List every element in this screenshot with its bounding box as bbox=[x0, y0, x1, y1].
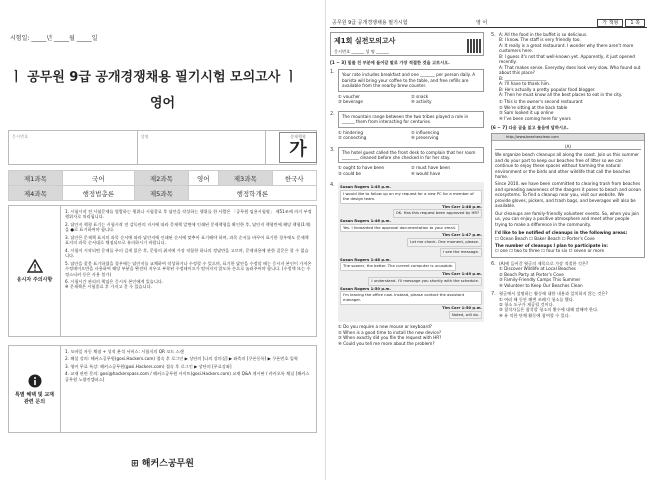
chat-sender: Tim Carr 1:50 p.m. bbox=[442, 304, 482, 310]
count-question: The number of cleanups I plan to participate in: bbox=[495, 242, 608, 248]
chat-sender: Tim Carr 1:49 p.m. bbox=[442, 271, 482, 277]
question-text: (A)에 들어갈 윗글의 제목으로 가장 적절한 것은? bbox=[499, 260, 589, 266]
chat-bubble: OK. Has this request been approved by HR? bbox=[393, 209, 482, 218]
question-2: 2. The mountain range between the two tribes played a role in ______ them from interacting for centuries. ① hindering ② influencing ③ connecting ④ preserving bbox=[330, 111, 484, 141]
notice-item: 6. 시험시간 관리의 책임은 응시자 본인에게 있습니다. ※ 문제책은 시험종료 후 가지고 갈 수 있습니다. bbox=[65, 278, 164, 290]
question-1: 1. Your rate includes breakfast and one _______ per person daily. A barista will bring your coffee to the table, and free refills are available from the nearby brew counter. ① voucher ② snack ③ beverage ④ activity bbox=[330, 69, 484, 104]
notice-item: 5. 답안을 잘못 표기하였을 경우에는 답안지를 교체하여 작성하거나 수정할 수 있으며, 표기한 답안을 수정할 때는 응시자 본인이 가져온 수정테이프만을 사용하여 해당 부분을 완전히 지우고 부착된 수정테이프가 떨어지지 않도록 손으로 눌러주어야 합니다. (수정액 또는 수정스티커 등은 사용 불가) bbox=[65, 260, 312, 277]
chat-message bbox=[340, 306, 482, 319]
passage-paragraph: We organize beach cleanups all along the coast. Join us this summer and do your part to keep our beaches free of litter so we can continue to enjoy these spaces without harming the natural environment or the birds and other wildlife that call the beaches home. bbox=[495, 152, 639, 179]
header-page: 1 쪽 bbox=[625, 19, 645, 27]
chat-bubble: Yes. I forwarded the approval documentation to your email. bbox=[340, 224, 459, 233]
chat-message bbox=[340, 185, 482, 203]
notice-item: 2. 답안지 책형 표기는 시험시작 전 감독관의 지시에 따라 문제책 앞면에 인쇄된 문제책형을 확인한 후, 답안지 책형란에 해당 책형(1개)을 ●로 표기하여야 합니다. bbox=[65, 221, 311, 233]
subject-cell: 제1과목 bbox=[9, 171, 63, 186]
option[interactable]: ① Discover Wildlife at Local Beaches bbox=[499, 266, 576, 272]
option[interactable]: ④ I've been coming here for years bbox=[499, 115, 571, 121]
info-item: 2. 해설 강의: 해커스공무원(gosi.Hackers.com) 접속 후 로그인 ▶ 상단의 [나의 강의실] ▶ 좌측의 [쿠폰등록] ▶ 쿠폰번호 입력 bbox=[65, 356, 298, 362]
notice-box bbox=[8, 205, 317, 337]
chat-bubble: The sooner, the better. The current computer is unusable. bbox=[340, 262, 456, 271]
browser-url-bar: http://www.beachesclean.com bbox=[492, 134, 644, 141]
dialogue-line: A: It really is a great restaurant. I wonder why there aren't more customers here. bbox=[499, 42, 634, 54]
exam-title: ㅣ 공무원 9급 공개경쟁채용 필기시험 모의고사 ㅣ bbox=[10, 70, 298, 85]
dialogue-line: B: ____________________ bbox=[499, 75, 547, 81]
subject-table bbox=[8, 170, 317, 201]
subject-cell: 제2과목 bbox=[135, 171, 189, 186]
option[interactable]: ③ beverage bbox=[338, 99, 363, 105]
question-text: The hotel guest called the front desk to complain that her room ________ cleaned before she checked in for her stay. bbox=[338, 147, 484, 164]
notice-title: 응시자 주의사항 bbox=[16, 277, 53, 283]
option[interactable]: ④ Volunteer to Keep Our Beaches Clean bbox=[499, 282, 583, 288]
option[interactable]: ① Do you require a new mouse or keyboard? bbox=[338, 324, 432, 330]
dialogue-line: A: Then he must know all the best places to eat in the city. bbox=[499, 91, 623, 97]
option[interactable]: ③ Family-Friendly Camps This Summer bbox=[499, 277, 581, 283]
brand-logo: ⊞ 해커스공무원 bbox=[131, 459, 194, 469]
test-sub: 응시번호 ______ 성 명 ______ bbox=[334, 49, 389, 54]
chat-message bbox=[340, 272, 482, 285]
question-3: 3. The hotel guest called the front desk to complain that her room ________ cleaned before she checked in for her stay. ① ought to have been ② must have been ③ could be ④ would have bbox=[330, 147, 484, 177]
survey-options[interactable]: ☐ Ocean Beach ☐ Baker Beach ☐ Porter's Cove bbox=[495, 235, 595, 241]
subject-cell: 행정법총론 bbox=[62, 186, 134, 201]
option[interactable]: ③ 참석자들은 참석할 청소의 횟수에 대해 말해야 한다. bbox=[499, 307, 599, 313]
dialogue-line: A: I'll have to thank him. bbox=[499, 81, 551, 87]
question-7: 7. 윗글에서 설명하는 활동에 대한 내용과 일치하지 않는 것은? ① 여러 해 동안 해변 쓰레기 청소를 했다. ② 청소 도구가 제공될 것이다. ③ 참석자들은 참석할 청소의 횟수에 대해 말해야 한다. ④ 유 익한 단체 활동에 참여할 수 있다. bbox=[491, 291, 645, 318]
exam-date: 시험일: _____년 _____월 _____일 bbox=[10, 35, 98, 42]
chat-bubble: I understand. I'll message you shortly with the schedule. bbox=[368, 277, 482, 286]
passage-paragraph: Since 2010, we have been committed to clearing trash from beaches and spreading awareness of the dangers it poses to beach and ocean ecosystems. To find a cleanup near you, visit our website. We provide gloves, pickers, and trash bags, and beverages will also be available. bbox=[495, 181, 642, 209]
option[interactable]: ② We're sitting at the back table bbox=[499, 104, 568, 110]
column-right bbox=[491, 32, 645, 472]
subject-cell: 제4과목 bbox=[9, 186, 63, 201]
question-text: 윗글에서 설명하는 활동에 대한 내용과 일치하지 않는 것은? bbox=[499, 291, 608, 297]
chat-message bbox=[340, 248, 482, 257]
option[interactable]: ④ activity bbox=[411, 99, 432, 105]
instruction: [1 ~ 3] 밑줄 친 부분에 들어갈 말로 가장 적절한 것을 고르시오. bbox=[330, 60, 450, 65]
notice-item: 1. 시험시작 전 시험문제를 열람하는 행위나 시험종료 후 답안을 작성하는 행위를 한 사람은 「공무원 임용시험령」 제51조에 의거 부정행위자로 처리됩니다. bbox=[65, 209, 312, 220]
header-subject: 영 어 bbox=[476, 20, 488, 26]
chat-message bbox=[340, 258, 482, 271]
header-type: 가 책형 bbox=[597, 19, 623, 27]
info-title: 특별 혜택 및 교재 관련 문의 bbox=[14, 391, 55, 405]
subject-cell: 국어 bbox=[62, 171, 134, 186]
dialogue-line: B: I guess it's not that well-known yet. Apparently, it just opened recently. bbox=[499, 53, 635, 65]
option[interactable]: ② must have been bbox=[411, 165, 451, 171]
question-text: The mountain range between the two tribes played a role in ______ them from interacting for centuries. bbox=[338, 111, 484, 128]
question-4: 4. Susan Rogers 1:45 p.m. I would like to follow up on my request for a new PC for a member of the design team. Tim Carr 1:46 p.m. OK. Has this request been approved by HR? Susan Rogers 1:46 p.m. Yes. I forwarded the approval documentation to your email. Tim Carr 1:47 p.m. Let me check. One moment, please. I see the message. Susan Rogers 1:48 p.m. The sooner, the better. The current computer is unusable. Tim Carr 1:49 p.m. I understand. I'll message you shortly with the schedule. Susan Rogers 1:50 p.m. I'm leaving the office now. Instead, please contact the assistant manager. Tim Carr 1:50 p.m. Noted, will do. ① Do you require a new mouse or keyboard? ② When is a good time to install the new device? ③ When exactly did you file the request with HR? ④ Could you tell me more about the problem? bbox=[330, 182, 482, 346]
id-number-field[interactable]: 응시번호 bbox=[9, 131, 138, 164]
dialogue-line: A: That makes sense. Everyday does look very slow. Who found out about this place? bbox=[499, 64, 641, 76]
option[interactable]: ④ would have bbox=[411, 170, 441, 176]
survey-question: I'd like to be notified of cleanups in the following areas: bbox=[495, 230, 628, 236]
option[interactable]: ③ Sam looked it up online bbox=[499, 110, 554, 116]
chat-message bbox=[340, 205, 482, 218]
header-exam-name: 공무원 9급 공개경쟁채용 필기시험 bbox=[332, 20, 408, 26]
option[interactable]: ④ 유 익한 단체 활동에 참여할 수 있다. bbox=[499, 312, 571, 318]
passage-paragraph: Our cleanups are family-friendly volunteer events. So, when you join us, you can enjoy a positive atmosphere and meet other people trying to make a difference in the community. bbox=[495, 210, 639, 227]
option[interactable]: ② Beach Party at Porter's Cove bbox=[499, 271, 564, 277]
question-6: 6. (A)에 들어갈 윗글의 제목으로 가장 적절한 것은? ① Discover Wildlife at Local Beaches ② Beach Party at Porter's Cove ③ Family-Friendly Camps This Summer ④ Volunteer to Keep Our Beaches Clean bbox=[491, 261, 645, 288]
chat-sender: Susan Rogers 1:45 p.m. bbox=[340, 184, 391, 190]
qr-code-icon[interactable] bbox=[467, 39, 481, 53]
test-title-box bbox=[330, 32, 484, 56]
option[interactable]: ① This is the owner's second restaurant bbox=[499, 99, 583, 105]
subject-cell: 행정학개론 bbox=[188, 186, 316, 201]
info-item: 3. 영어 무료 특강: 해커스공무원(gosi.Hackers.com) 접속 후 로그인 ▶ 상단의 [무료강좌] bbox=[65, 363, 232, 369]
question-page bbox=[325, 0, 650, 480]
option[interactable]: ④ Could you tell me more about the problem? bbox=[338, 340, 435, 346]
question-5: 5. A: All the food in the buffet is so delicious. B: I know. The staff is very friendly too. A: It really is a great restaurant. I wonder why there aren't more customers here. B: I guess it's not that well-known yet. Apparently, it just opened recently. A: That makes sense. Everyday does look very slow. Who found out about this place? B: ____________________ A: I'll have to thank him. B: He's actually a pretty popular food blogger. A: Then he must know all the best places to eat in the city. ① This is the owner's second restaurant ② We're sitting at the back table ③ Sam looked it up online ④ I've been coming here for years bbox=[491, 32, 645, 121]
subject-cell: 한국사 bbox=[272, 171, 316, 186]
test-title: 제1회 실전모의고사 bbox=[334, 37, 396, 45]
page-header bbox=[330, 18, 647, 28]
name-field[interactable]: 성명 bbox=[138, 131, 267, 164]
chat-message bbox=[340, 233, 482, 246]
chat-bubble: Noted, will do. bbox=[449, 311, 482, 320]
chat-bubble: I would like to follow up on my request for a new PC for a member of the design team. bbox=[340, 190, 482, 203]
chat-transcript bbox=[338, 182, 484, 322]
chat-sender: Susan Rogers 1:50 p.m. bbox=[340, 285, 391, 291]
option[interactable]: ③ When exactly did you file the request with HR? bbox=[338, 335, 442, 341]
option[interactable]: ③ connecting bbox=[338, 135, 367, 141]
browser-passage bbox=[491, 133, 645, 258]
dialogue-line: B: He's actually a pretty popular food blogger. bbox=[499, 86, 596, 92]
option[interactable]: ① voucher bbox=[338, 93, 361, 99]
column-left bbox=[330, 32, 484, 472]
chat-bubble: I'm leaving the office now. Instead, please contact the assistant manager. bbox=[340, 291, 482, 304]
id-box bbox=[8, 130, 317, 165]
dialogue-line: A: All the food in the buffet is so delicious. bbox=[499, 32, 588, 37]
option[interactable]: ② When is a good time to install the new device? bbox=[338, 329, 442, 335]
option[interactable]: ② snack bbox=[411, 93, 429, 99]
chat-message bbox=[340, 287, 482, 305]
subject-title: 영어 bbox=[149, 96, 176, 111]
chat-sender: Susan Rogers 1:48 p.m. bbox=[340, 256, 391, 262]
option[interactable]: ① ought to have been bbox=[338, 165, 385, 171]
instruction: [6 ~ 7] 다음 글을 읽고 물음에 답하시오. bbox=[491, 125, 569, 131]
info-item: 4. 교재 관련 문의: gosi@hackerspass.com / 해커스공무원 사이트(gosi.Hackers.com) 교재 Q&A 게시판 / 카카오톡 채널 [해커스공무원 노량진캠퍼스] bbox=[65, 371, 310, 382]
chat-message bbox=[340, 219, 482, 232]
dialogue-line: B: I know. The staff is very friendly too. bbox=[499, 37, 581, 43]
subject-cell: 제3과목 bbox=[218, 171, 272, 186]
question-text: Your rate includes breakfast and one _______ per person daily. A barista will bring your coffee to the table, and free refills are available from the nearby brew counter. bbox=[338, 69, 484, 91]
option[interactable]: ③ could be bbox=[338, 170, 361, 176]
count-options[interactable]: ☐ one ☐ two to three ☐ four to six ☐ seven or more bbox=[495, 248, 605, 254]
chat-sender: Susan Rogers 1:46 p.m. bbox=[340, 218, 391, 224]
notice-item: 3. 답안은 문제책 표지의 과목 순서에 따라 답안지에 인쇄된 순서에 맞추어 표기해야 하며, 과목 순서를 바꾸어 표기한 경우에도 문제책 표지의 과목 순서대로 채점되므로 유의하시기 바랍니다. bbox=[65, 234, 309, 246]
booklet-type-box: 문제책형 가 bbox=[279, 132, 317, 163]
info-icon bbox=[28, 374, 42, 388]
option[interactable]: ① hindering bbox=[338, 129, 363, 135]
chat-sender: Tim Carr 1:47 p.m. bbox=[442, 232, 482, 238]
option[interactable]: ② 청소 도구가 제공될 것이다. bbox=[499, 302, 554, 308]
passage-heading: (A) bbox=[495, 144, 641, 150]
info-item: 1. 모바일 자동 채점 + 성적 분석 서비스: 시험지의 QR 코드 스캔 bbox=[65, 349, 184, 354]
dialogue bbox=[499, 32, 645, 97]
chat-bubble: Let me check. One moment, please. bbox=[407, 238, 482, 247]
info-box bbox=[8, 345, 317, 433]
subject-cell: 영어 bbox=[188, 171, 218, 186]
option[interactable]: ② influencing bbox=[411, 129, 440, 135]
option[interactable]: ① 여러 해 동안 해변 쓰레기 청소를 했다. bbox=[499, 296, 575, 302]
subject-cell: 제5과목 bbox=[135, 186, 189, 201]
brand-mark-icon: ⊞ bbox=[131, 459, 142, 469]
option[interactable]: ④ preserving bbox=[411, 135, 439, 141]
chat-bubble: I see the message. bbox=[440, 248, 482, 257]
notice-item: 4. 시험이 시작되면 문제를 주의 깊게 읽은 후, 문항의 취지에 가장 적합한 하나의 정답만을 고르며, 문제내용에 관한 질문은 할 수 없습니다. bbox=[65, 247, 309, 259]
warning-icon bbox=[27, 259, 43, 273]
chat-sender: Tim Carr 1:46 p.m. bbox=[442, 203, 482, 209]
